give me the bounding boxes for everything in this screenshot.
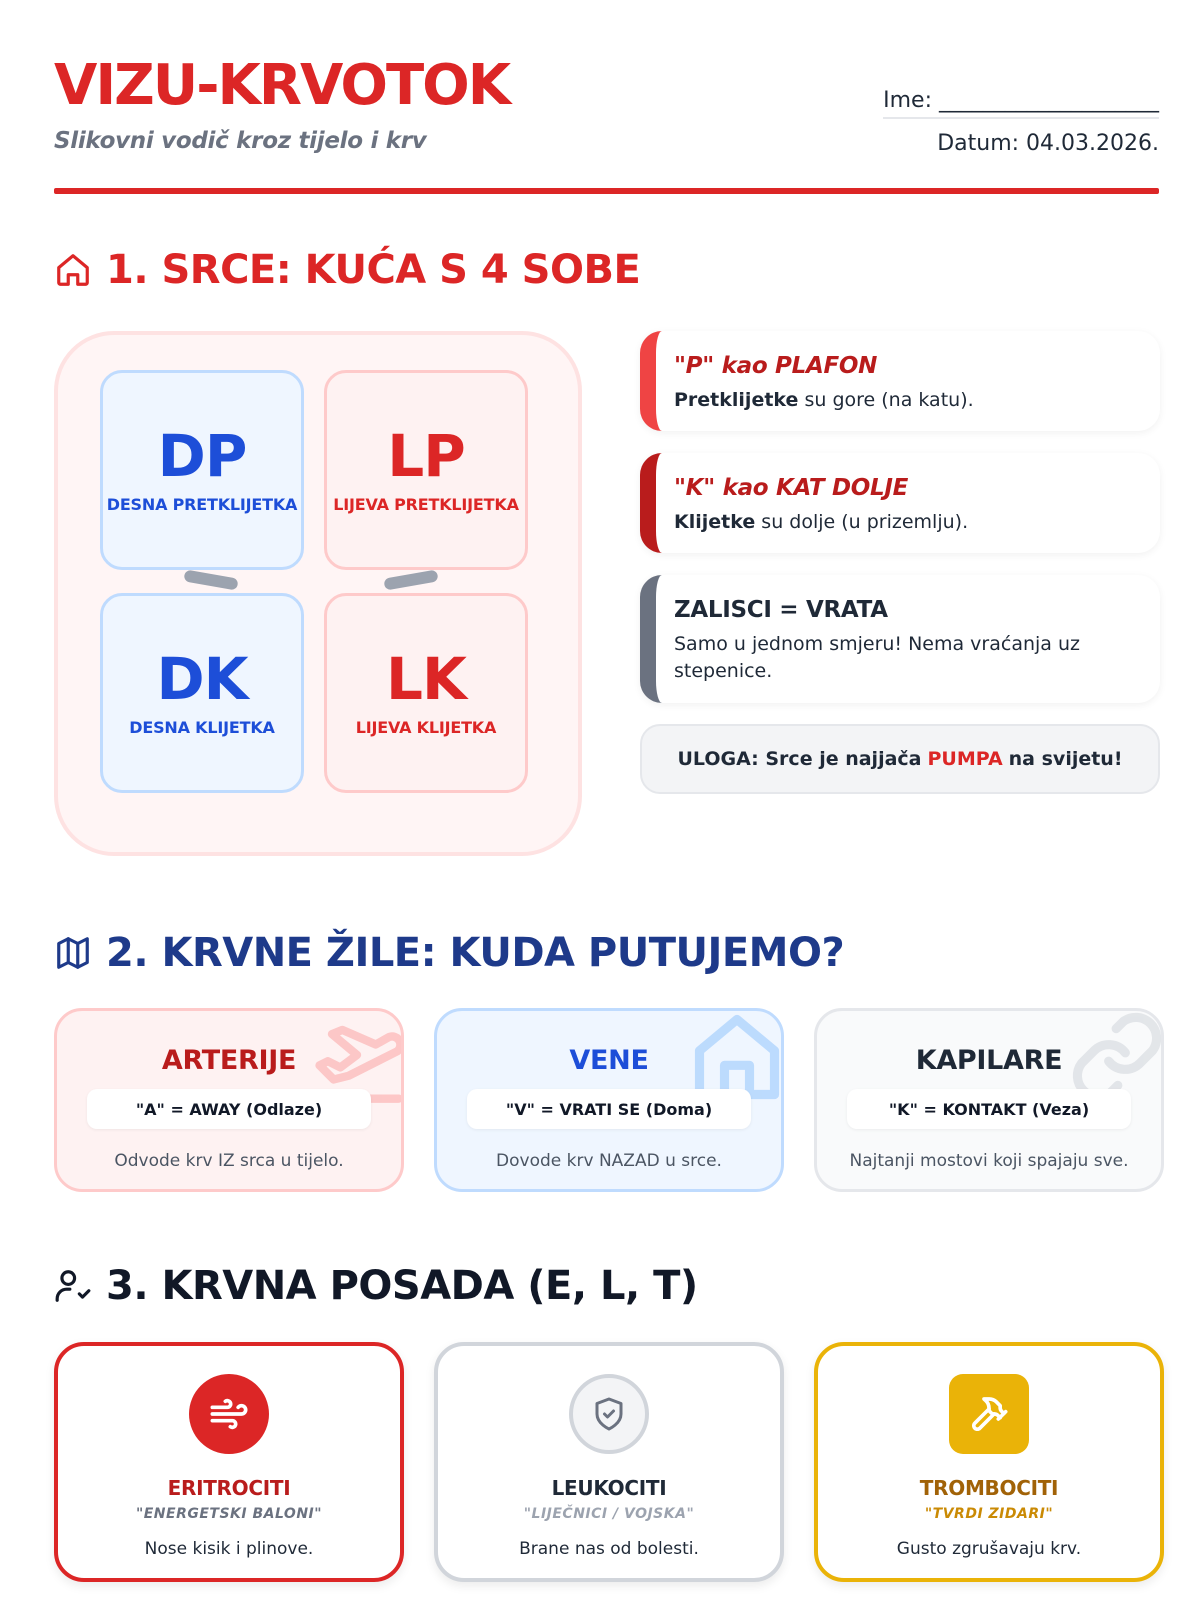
heart-diagram (54, 331, 582, 856)
name-field[interactable]: Ime: ____________________ (883, 88, 1159, 119)
role-prefix: ULOGA: Srce je najjača (677, 748, 922, 770)
cell-description: Gusto zgrušavaju krv. (896, 1539, 1082, 1559)
cell-name: ERITROCITI (167, 1476, 291, 1500)
cell-card-eritrociti (54, 1342, 404, 1582)
tip-body (674, 631, 1140, 684)
valve-right (183, 569, 238, 590)
section-3-title: 3. KRVNA POSADA (E, L, T) (106, 1263, 698, 1309)
tip-card-plafon (640, 331, 1160, 431)
vessel-title: VENE (569, 1045, 649, 1076)
cell-icon-badge (949, 1374, 1029, 1454)
vessel-card-arterije (54, 1008, 404, 1192)
room-dk (100, 593, 304, 793)
role-suffix: na svijetu! (1008, 748, 1123, 770)
vessel-description: Najtanji mostovi koji spajaju sve. (849, 1151, 1129, 1171)
room-code: DK (156, 644, 248, 713)
room-label: LIJEVA PRETKLIJETKA (333, 494, 519, 514)
room-label: LIJEVA KLIJETKA (355, 717, 497, 737)
cell-name: TROMBOCITI (919, 1476, 1059, 1500)
tip-body-text: Samo u jednom smjeru! Nema vraćanja uz stepenice. (674, 633, 1080, 682)
room-label: DESNA KLIJETKA (129, 717, 275, 737)
tip-body (674, 387, 1140, 414)
room-code: LP (387, 421, 465, 490)
vessel-mnemonic: "A" = AWAY (Odlaze) (87, 1089, 371, 1129)
cell-name: LEUKOCITI (551, 1476, 667, 1500)
page-header (54, 53, 1159, 194)
cell-nickname: "ENERGETSKI BALONI" (135, 1506, 323, 1522)
room-code: LK (386, 644, 466, 713)
tip-card-kat-dolje (640, 453, 1160, 553)
role-highlight: PUMPA (927, 748, 1003, 770)
student-meta (883, 88, 1159, 156)
room-label: DESNA PRETKLIJETKA (106, 494, 298, 514)
cell-card-trombociti (814, 1342, 1164, 1582)
page-subtitle: Slikovni vodič kroz tijelo i krv (54, 128, 427, 154)
tip-body-text: su dolje (u prizemlju). (755, 511, 969, 533)
wind-icon (209, 1394, 249, 1434)
tip-body-bold: Klijetke (674, 511, 756, 533)
cell-nickname: "TVRDI ZIDARI" (924, 1506, 1054, 1522)
tip-title: "P" kao PLAFON (674, 353, 878, 379)
tip-card-zalisci (640, 575, 1160, 703)
house-icon (54, 251, 92, 289)
section-2-title: 2. KRVNE ŽILE: KUDA PUTUJEMO? (106, 930, 845, 976)
tip-title: ZALISCI = VRATA (674, 597, 888, 623)
section-3-heading (54, 1263, 698, 1309)
valve-left (383, 569, 438, 590)
tip-body-text: su gore (na katu). (798, 389, 974, 411)
section-1-heading (54, 247, 640, 293)
room-code: DP (157, 421, 247, 490)
vessel-card-kapilare (814, 1008, 1164, 1192)
header-divider (54, 188, 1159, 194)
tip-body-bold: Pretklijetke (674, 389, 799, 411)
hammer-icon (969, 1394, 1009, 1434)
date-field: Datum: 04.03.2026. (937, 131, 1159, 156)
cell-description: Brane nas od bolesti. (519, 1539, 699, 1559)
room-dp (100, 370, 304, 570)
room-lp (324, 370, 528, 570)
tip-title: "K" kao KAT DOLJE (674, 475, 909, 501)
vessel-card-vene (434, 1008, 784, 1192)
vessel-mnemonic: "V" = VRATI SE (Doma) (467, 1089, 751, 1129)
vessel-title: ARTERIJE (161, 1045, 297, 1076)
shield-check-icon (591, 1396, 627, 1432)
vessel-title: KAPILARE (915, 1045, 1063, 1076)
role-callout (640, 724, 1160, 794)
page-title: VIZU-KRVOTOK (54, 53, 510, 118)
tip-body (674, 509, 1140, 536)
vessel-description: Dovode krv NAZAD u srce. (496, 1151, 722, 1171)
cell-icon-badge (569, 1374, 649, 1454)
cell-icon-badge (189, 1374, 269, 1454)
section-1-title: 1. SRCE: KUĆA S 4 SOBE (106, 247, 641, 293)
vessel-mnemonic: "K" = KONTAKT (Veza) (847, 1089, 1131, 1129)
cell-description: Nose kisik i plinove. (144, 1539, 314, 1559)
vessel-description: Odvode krv IZ srca u tijelo. (114, 1151, 344, 1171)
cell-nickname: "LIJEČNICI / VOJSKA" (523, 1506, 695, 1522)
map-icon (54, 934, 92, 972)
section-2-heading (54, 930, 844, 976)
user-check-icon (54, 1267, 92, 1305)
room-lk (324, 593, 528, 793)
cell-card-leukociti (434, 1342, 784, 1582)
